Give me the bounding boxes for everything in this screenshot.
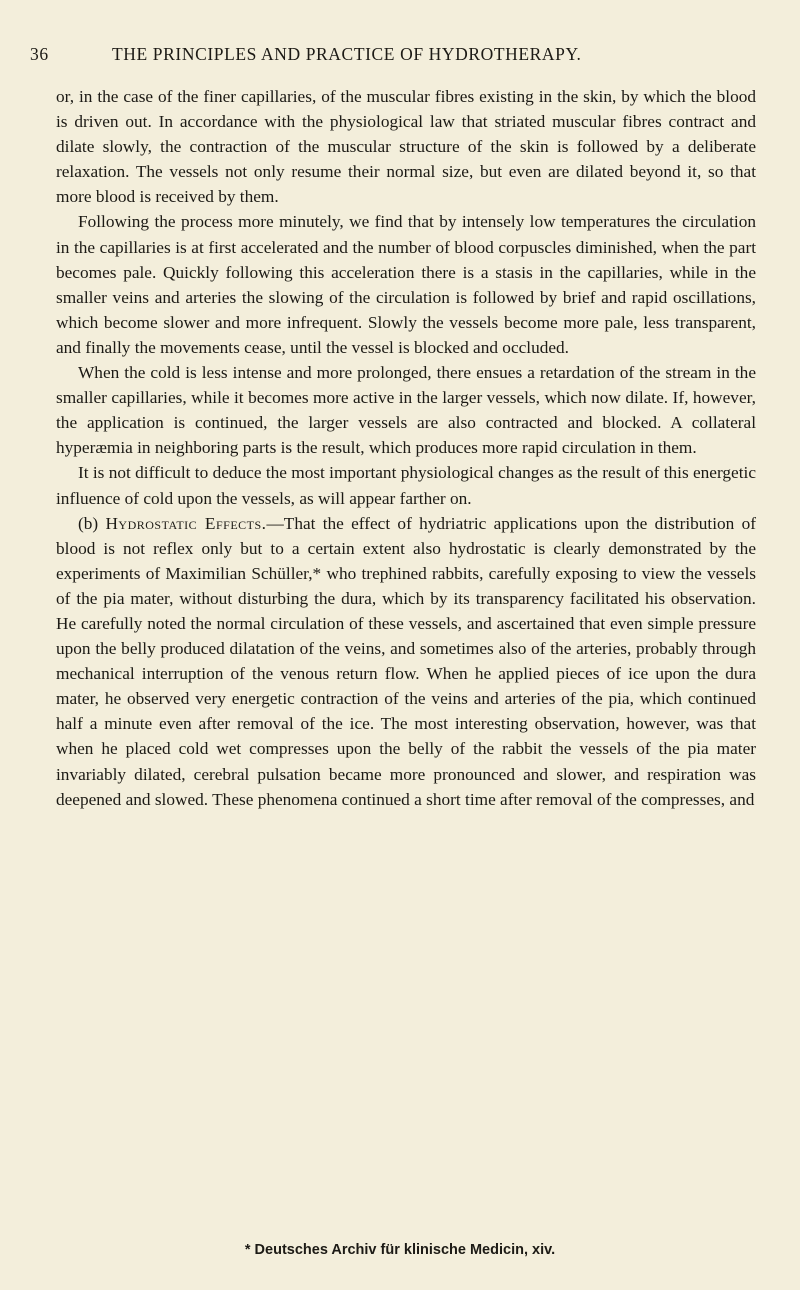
section-text: —That the effect of hydriatric applications upon the distribution of blood is not reflex only but to a certain extent also hydrostatic is clearly demonstrated by the experiments of Maximilian Schüller,* who trephined rabbits, carefully exposing to view the vessels of the pia mater, without disturbing the dura, which by its transparency facilitated his observation. He carefully noted the normal circulation of these vessels, and ascertained that even simple pressure upon the belly produced dilatation of the veins, and sometimes also of the arteries, probably through mechanical interruption of the venous return flow. When he applied pieces of ice upon the dura mater, he observed very energetic contraction of the veins and arteries of the pia, which continued half a minute even after removal of the ice. The most interesting observation, however, was that when he placed cold wet compresses upon the belly of the rabbit the vessels of the pia mater invariably dilated, cerebral pulsation became more pronounced and slower, and respiration was deepened and slowed. These phenomena continued a short time after removal of the compresses, and	[56, 513, 756, 809]
body-text	[56, 84, 756, 812]
page-number: 36	[30, 44, 49, 64]
paragraph: When the cold is less intense and more prolonged, there ensues a retardation of the stream in the smaller capillaries, while it becomes more active in the larger vessels, which now dilate. If, however, the application is continued, the larger vessels are also contracted and blocked. A collateral hyperæmia in neighboring parts is the result, which produces more rapid circulation in them.	[56, 363, 756, 458]
paragraph: It is not difficult to deduce the most important physiological changes as the result of this energetic influence of cold upon the vessels, as will appear farther on.	[56, 463, 756, 508]
section-marker: (b)	[78, 513, 99, 533]
footnote: * Deutsches Archiv für klinische Medicin, xiv.	[244, 1242, 556, 1258]
running-title: THE PRINCIPLES AND PRACTICE OF HYDROTHERAPY.	[112, 44, 582, 64]
page-header	[30, 44, 770, 68]
paragraph: Following the process more minutely, we find that by intensely low temperatures the circulation in the capillaries is at first accelerated and the number of blood corpuscles diminished, when the part becomes pale. Quickly following this acceleration there is a stasis in the capillaries, while in the smaller veins and arteries the slowing of the circulation is followed by brief and rapid oscillations, which become slower and more infrequent. Slowly the vessels become more pale, less transparent, and finally the movements cease, until the vessel is blocked and occluded.	[56, 212, 756, 357]
section-b-paragraph	[56, 511, 756, 812]
section-heading: Hydrostatic Effects.	[105, 513, 267, 533]
paragraph: or, in the case of the finer capillaries, of the muscular fibres existing in the skin, by which the blood is driven out. In accordance with the physiological law that striated muscular fibres contract and dilate slowly, the contraction of the muscular structure of the skin is followed by a deliberate relaxation. The vessels not only resume their normal size, but even are dilated beyond it, so that more blood is received by them.	[56, 87, 756, 207]
